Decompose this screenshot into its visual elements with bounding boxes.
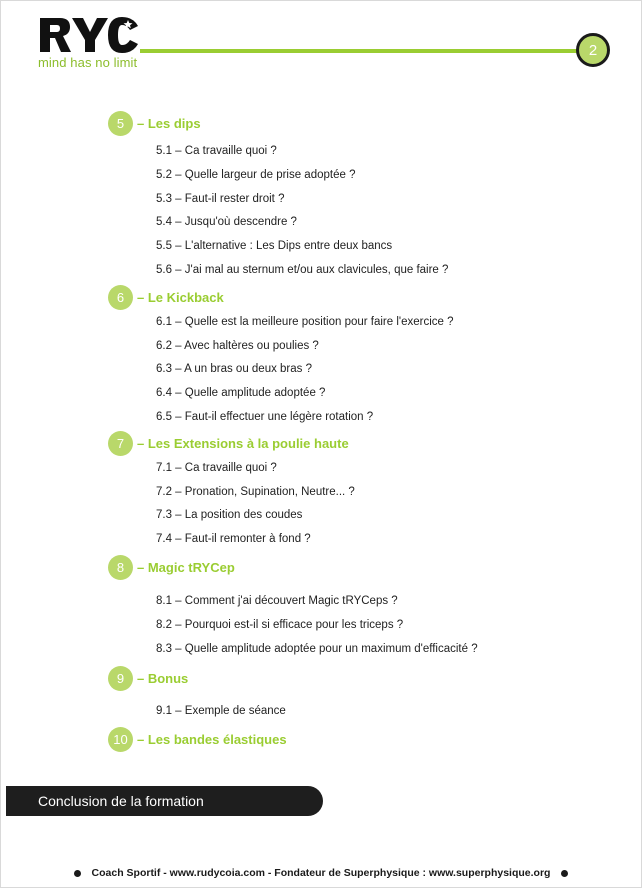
toc-entry[interactable]: 8.2 – Pourquoi est-il si efficace pour les triceps ? xyxy=(156,618,404,631)
section-items xyxy=(108,311,568,430)
toc-entry[interactable]: 5.2 – Quelle largeur de prise adoptée ? xyxy=(156,168,356,181)
toc-entry[interactable]: 6.1 – Quelle est la meilleure position pour faire l'exercice ? xyxy=(156,315,454,328)
section-number-badge: 5 xyxy=(108,111,133,136)
section-heading[interactable] xyxy=(108,727,568,751)
section-heading[interactable] xyxy=(108,111,568,135)
toc-entry[interactable]: 8.1 – Comment j'ai découvert Magic tRYCeps ? xyxy=(156,594,398,607)
footer-text: Coach Sportif - www.rudycoia.com - Fondateur de Superphysique : www.superphysique.org xyxy=(91,867,551,879)
toc-section-6 xyxy=(108,286,568,430)
conclusion-banner[interactable]: Conclusion de la formation xyxy=(6,786,323,816)
section-heading[interactable] xyxy=(108,432,568,456)
section-title: – Magic tRYCep xyxy=(137,560,235,576)
section-heading[interactable] xyxy=(108,556,568,580)
toc-entry[interactable]: 6.5 – Faut-il effectuer une légère rotation ? xyxy=(156,410,374,423)
toc-entry[interactable]: 6.2 – Avec haltères ou poulies ? xyxy=(156,339,319,352)
section-title: – Le Kickback xyxy=(137,290,224,306)
ryc-logo-mark xyxy=(38,14,142,54)
toc-entry[interactable]: 6.3 – A un bras ou deux bras ? xyxy=(156,363,313,376)
toc-section-8 xyxy=(108,556,568,661)
toc-section-10 xyxy=(108,727,568,751)
page-number: 2 xyxy=(576,33,610,67)
section-number-badge: 8 xyxy=(108,555,133,580)
toc-section-5 xyxy=(108,111,568,283)
section-number-badge: 6 xyxy=(108,285,133,310)
section-title: – Bonus xyxy=(137,670,189,686)
toc-entry[interactable]: 7.2 – Pronation, Supination, Neutre... ? xyxy=(156,485,355,498)
toc-entry[interactable]: 9.1 – Exemple de séance xyxy=(156,705,286,718)
section-items xyxy=(108,590,568,661)
section-number-badge: 7 xyxy=(108,431,133,456)
toc-section-7 xyxy=(108,432,568,552)
toc-entry[interactable]: 7.1 – Ca travaille quoi ? xyxy=(156,461,277,474)
toc-entry[interactable]: 5.4 – Jusqu'où descendre ? xyxy=(156,216,297,229)
toc-entry[interactable]: 5.5 – L'alternative : Les Dips entre deux bancs xyxy=(156,240,393,253)
section-items xyxy=(108,700,568,724)
section-number-badge: 9 xyxy=(108,666,133,691)
section-heading[interactable] xyxy=(108,286,568,310)
footer-bullet-icon xyxy=(561,870,568,877)
toc-entry[interactable]: 8.3 – Quelle amplitude adoptée pour un maximum d'efficacité ? xyxy=(156,642,478,655)
section-title: – Les dips xyxy=(137,115,201,131)
footer-bullet-icon xyxy=(74,870,81,877)
section-items xyxy=(108,457,568,552)
toc-entry[interactable]: 5.3 – Faut-il rester droit ? xyxy=(156,192,285,205)
section-title: – Les Extensions à la poulie haute xyxy=(137,436,349,452)
toc-entry[interactable]: 7.4 – Faut-il remonter à fond ? xyxy=(156,533,311,546)
section-items xyxy=(108,140,568,283)
section-number-badge: 10 xyxy=(108,727,133,752)
section-title: – Les bandes élastiques xyxy=(137,731,287,747)
toc-entry[interactable]: 6.4 – Quelle amplitude adoptée ? xyxy=(156,387,326,400)
section-heading[interactable] xyxy=(108,666,568,690)
toc-section-9 xyxy=(108,666,568,724)
toc-entry[interactable]: 5.6 – J'ai mal au sternum et/ou aux clavicules, que faire ? xyxy=(156,263,449,276)
tagline: mind has no limit xyxy=(38,55,138,70)
page-footer xyxy=(0,866,642,880)
header-rule xyxy=(140,49,586,53)
toc-entry[interactable]: 7.3 – La position des coudes xyxy=(156,509,303,522)
toc-entry[interactable]: 5.1 – Ca travaille quoi ? xyxy=(156,145,277,157)
table-of-contents xyxy=(108,111,568,751)
